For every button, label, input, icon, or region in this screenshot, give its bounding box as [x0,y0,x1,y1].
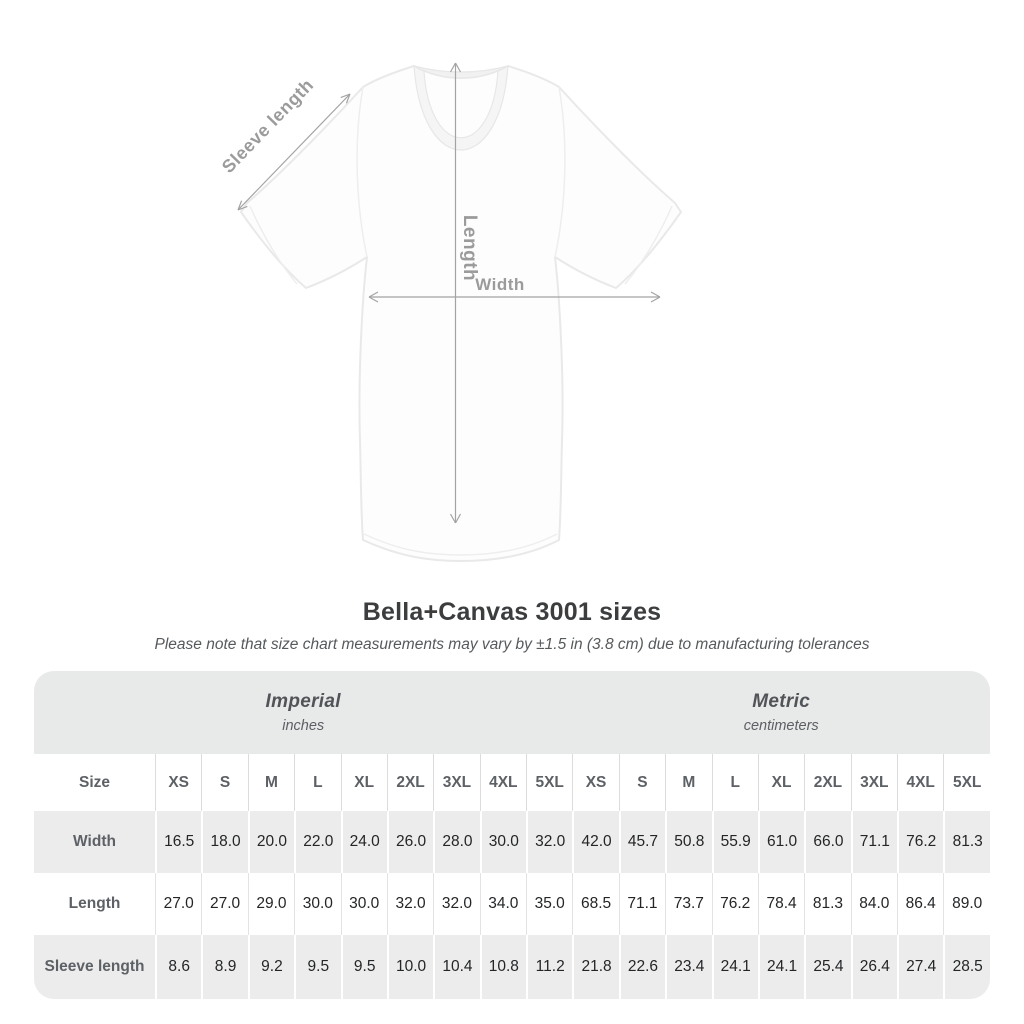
measurement-cell: 9.5 [294,935,340,999]
measurement-cell: 35.0 [526,873,572,935]
measurement-cell: 30.0 [480,811,526,873]
measurement-cell: 76.2 [897,811,943,873]
measurement-cell: 45.7 [619,811,665,873]
size-col-header: S [619,754,665,811]
measurement-cell: 28.0 [433,811,479,873]
size-col-header: M [665,754,711,811]
measurement-cell: 9.2 [248,935,294,999]
measurement-cell: 20.0 [248,811,294,873]
measurement-cell: 18.0 [201,811,247,873]
measurement-cell: 24.0 [341,811,387,873]
tolerance-note: Please note that size chart measurements may vary by ±1.5 in (3.8 cm) due to manufacturing tolerances [154,636,870,653]
metric-unit: centimeters [743,718,819,734]
row-label: Length [34,873,155,935]
size-col-header: 4XL [480,754,526,811]
width-label: Width [475,275,525,294]
measurement-cell: 28.5 [943,935,990,999]
measurement-cell: 10.0 [387,935,433,999]
measurement-cell: 30.0 [294,873,340,935]
measurement-cell: 55.9 [712,811,758,873]
measurement-cell: 73.7 [665,873,711,935]
measurement-cell: 10.4 [433,935,479,999]
measurement-cell: 27.0 [155,873,201,935]
measurement-cell: 8.6 [155,935,201,999]
measurement-cell: 26.0 [387,811,433,873]
size-col-header: S [201,754,247,811]
size-col-header: 5XL [943,754,990,811]
size-col-header: 2XL [387,754,433,811]
size-col-header: 5XL [526,754,572,811]
size-col-header: 2XL [804,754,850,811]
size-col-header: M [248,754,294,811]
measurement-cell: 24.1 [712,935,758,999]
size-col-header: L [712,754,758,811]
size-col-header: L [294,754,340,811]
size-header-row [34,754,990,811]
measurement-cell: 21.8 [572,935,618,999]
measurement-cell: 76.2 [712,873,758,935]
measurement-cell: 29.0 [248,873,294,935]
size-col-header: XL [758,754,804,811]
size-col-header: XS [155,754,201,811]
measurement-cell: 34.0 [480,873,526,935]
measurement-cell: 23.4 [665,935,711,999]
measurement-cell: 22.6 [619,935,665,999]
size-col-header: XS [572,754,618,811]
measurement-cell: 68.5 [572,873,618,935]
measurement-cell: 89.0 [943,873,990,935]
measurement-cell: 27.4 [897,935,943,999]
measurement-cell: 10.8 [480,935,526,999]
measurement-cell: 50.8 [665,811,711,873]
length-label: Length [459,214,480,282]
size-table-body [34,671,990,999]
table-row [34,811,990,873]
measurement-cell: 22.0 [294,811,340,873]
measurement-cell: 71.1 [851,811,897,873]
metric-header [572,671,990,754]
measurement-cell: 32.0 [387,873,433,935]
measurement-cell: 25.4 [804,935,850,999]
page-title: Bella+Canvas 3001 sizes [362,598,662,626]
tshirt-graphic [241,66,681,561]
measurement-cell: 30.0 [341,873,387,935]
size-column-header: Size [34,754,155,811]
measurement-cell: 81.3 [804,873,850,935]
measurement-cell: 32.0 [433,873,479,935]
measurement-cell: 11.2 [526,935,572,999]
measurement-cell: 16.5 [155,811,201,873]
measurement-cell: 27.0 [201,873,247,935]
unit-header-row [34,671,990,754]
table-row [34,935,990,999]
size-col-header: XL [341,754,387,811]
metric-label: Metric [752,691,811,712]
measurement-cell: 61.0 [758,811,804,873]
imperial-unit: inches [282,718,325,734]
measurement-cell: 9.5 [341,935,387,999]
measurement-cell: 32.0 [526,811,572,873]
row-label: Width [34,811,155,873]
size-col-header: 4XL [897,754,943,811]
table-row [34,873,990,935]
measurement-cell: 26.4 [851,935,897,999]
measurement-cell: 24.1 [758,935,804,999]
measurement-cell: 71.1 [619,873,665,935]
measurement-cell: 66.0 [804,811,850,873]
sleeve-length-label: Sleeve length [217,74,318,177]
size-col-header: 3XL [851,754,897,811]
imperial-label: Imperial [265,691,341,712]
size-table [34,671,990,999]
size-col-header: 3XL [433,754,479,811]
measurement-cell: 42.0 [572,811,618,873]
measurement-cell: 84.0 [851,873,897,935]
measurement-cell: 8.9 [201,935,247,999]
measurement-cell: 86.4 [897,873,943,935]
measurement-cell: 78.4 [758,873,804,935]
size-table-grid [34,671,990,999]
row-label: Sleeve length [34,935,155,999]
measurement-cell: 81.3 [943,811,990,873]
imperial-header [34,671,572,754]
